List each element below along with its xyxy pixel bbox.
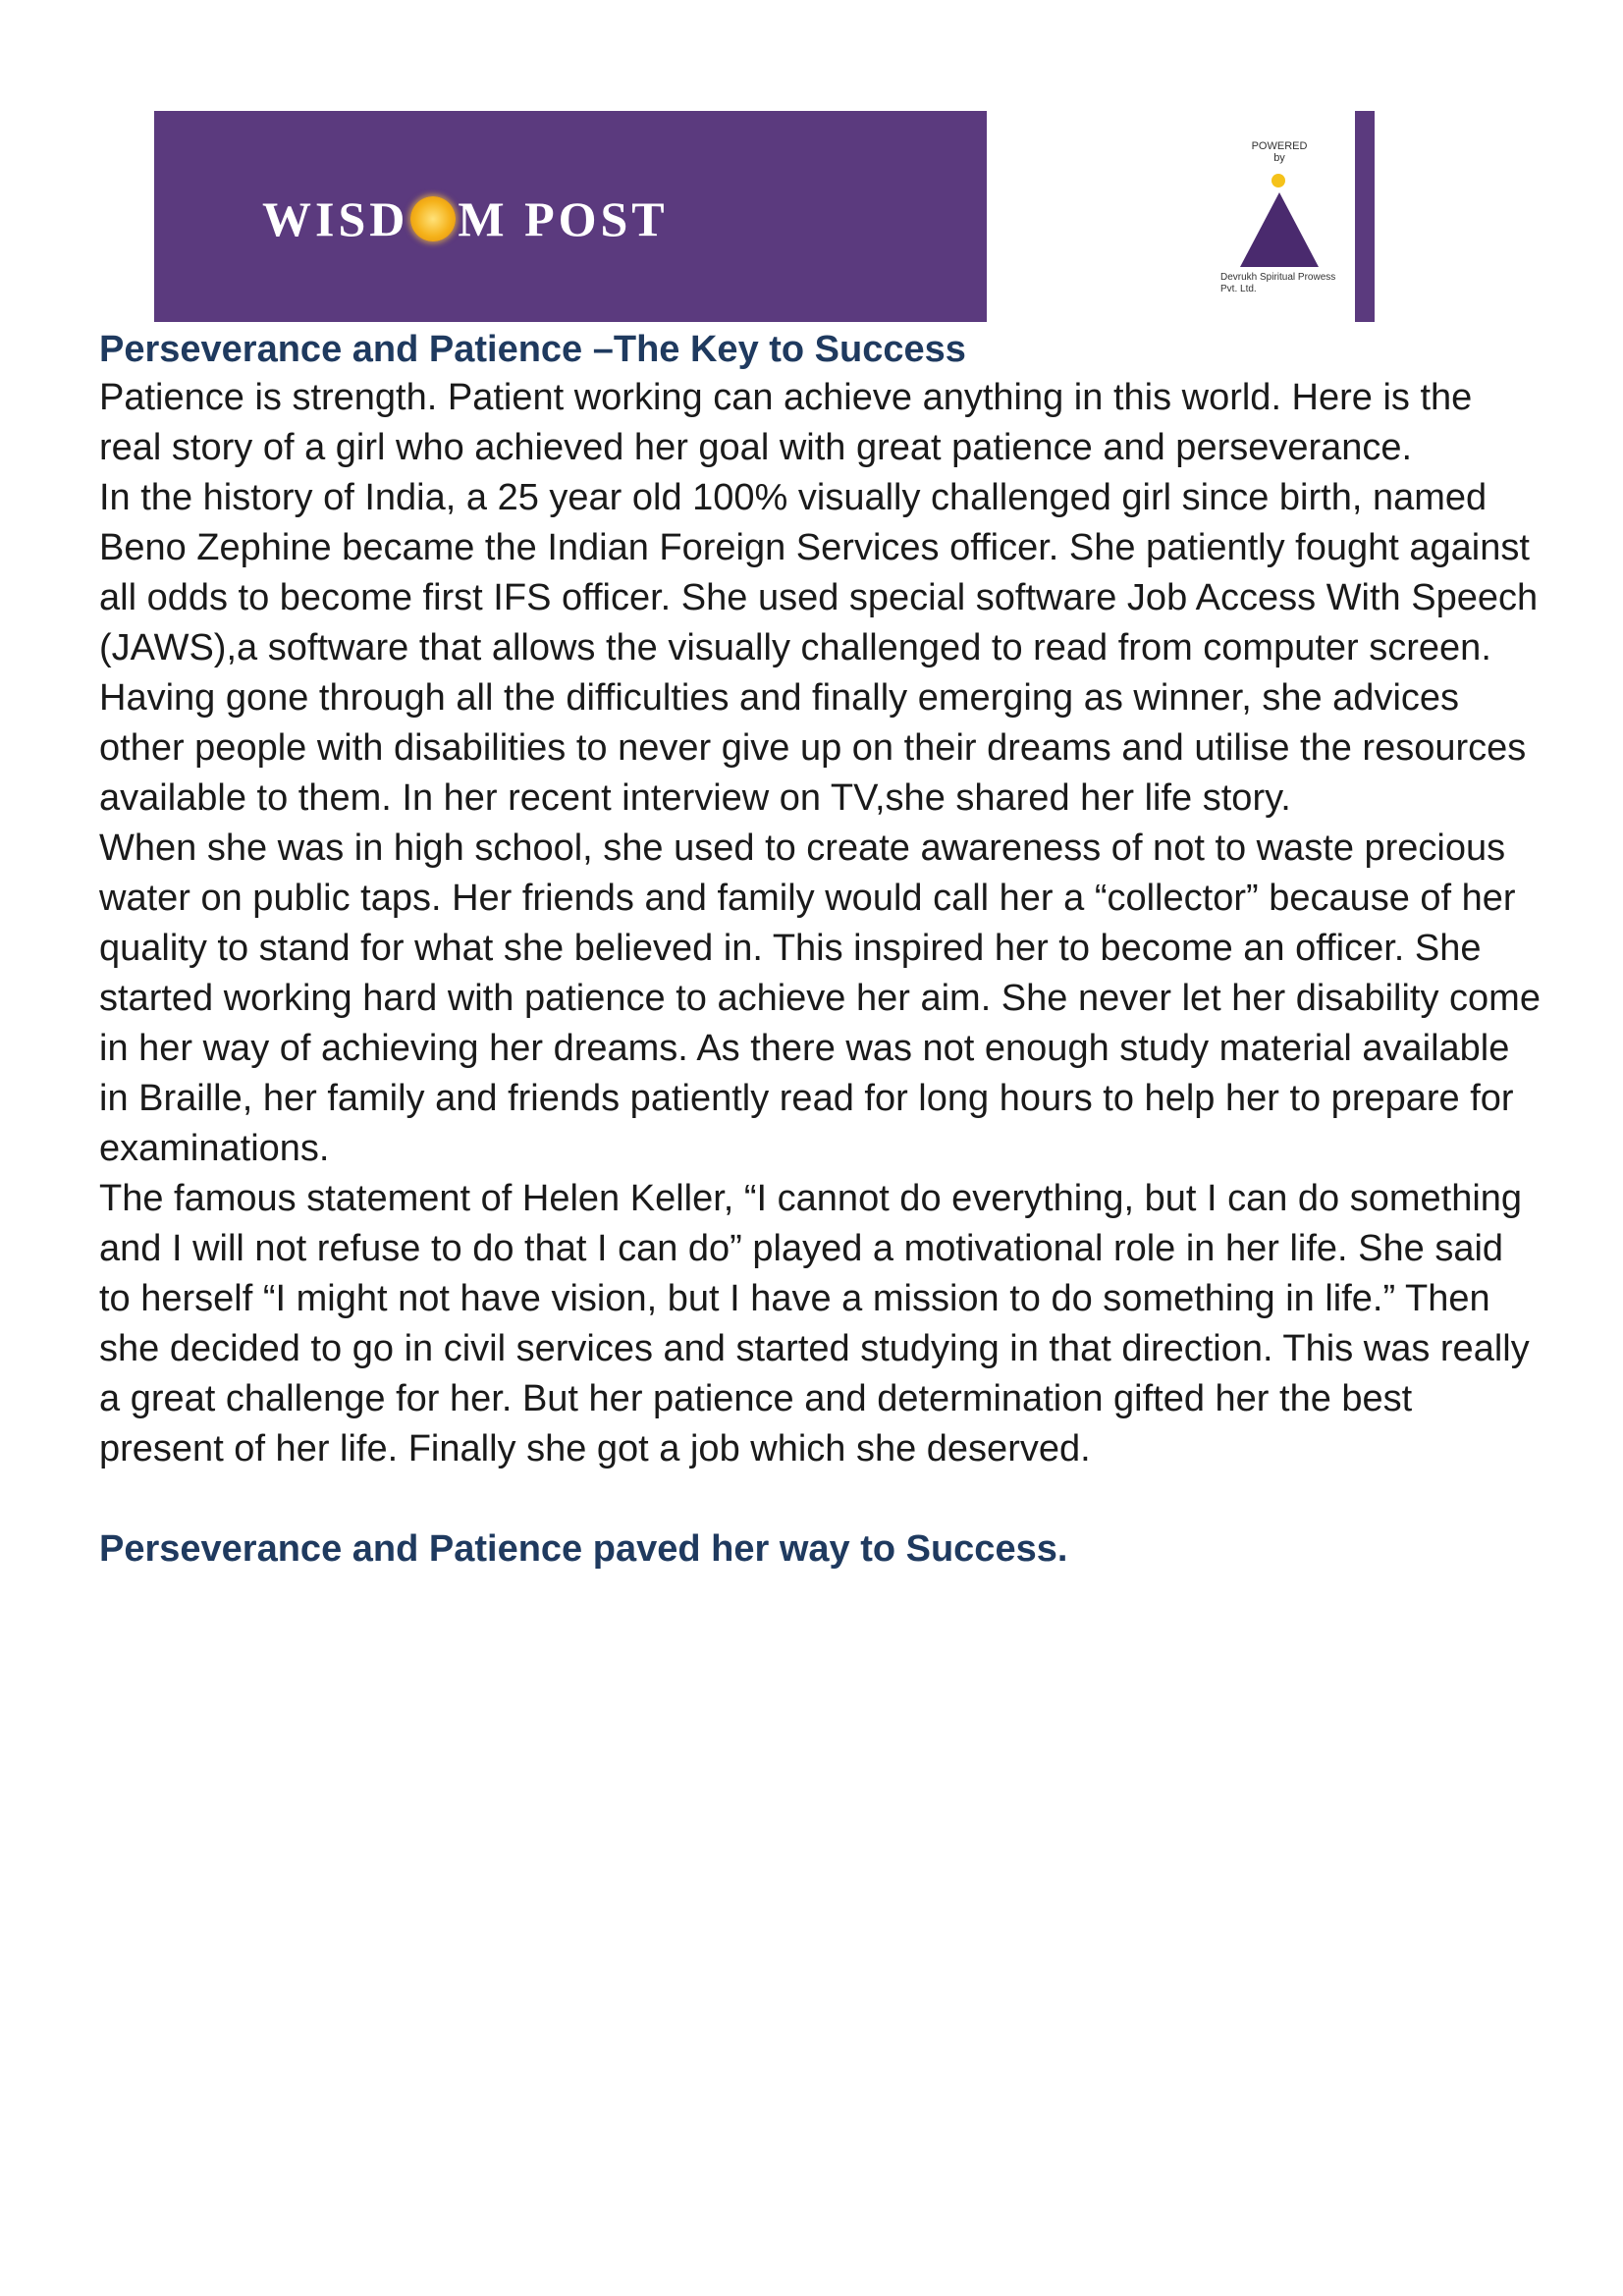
sun-icon xyxy=(410,196,456,241)
paragraph-helen-keller: The famous statement of Helen Keller, “I cannot do everything, but I can do something and I will not refuse to do that I can do” played a motivational role in her life. She said to herself “I might not have vision, but I have a mission to do something in life.” Then she decided to go in civil services and started studying in that direction. This was really a great challenge for her. But her patience and determination gifted her the best present of her life. Finally she got a job which she deserved. xyxy=(99,1178,1530,1469)
pyramid-icon xyxy=(1240,192,1319,267)
paragraph-intro: Patience is strength. Patient working can achieve anything in this world. Here is the real story of a girl who achieved her goal with great patience and perseverance. xyxy=(99,377,1473,468)
article-title: Perseverance and Patience –The Key to Success xyxy=(99,329,966,370)
logo-text-right: M POST xyxy=(458,191,669,246)
closing-statement: Perseverance and Patience paved her way to Success. xyxy=(99,1528,1068,1570)
wisdom-post-logo xyxy=(262,191,669,246)
paragraph-history: In the history of India, a 25 year old 100% visually challenged girl since birth, named Beno Zephine became the Indian Foreign Services officer. She patiently fought against all odds to become first IFS officer. She used special software Job Access With Speech (JAWS),a software that allows the visually challenged to read from computer screen. Having gone through all the difficulties and finally emerging as winner, she advices other people with disabilities to never give up on their dreams and utilise the resources available to them. In her recent interview on TV,she shared her life story. xyxy=(99,477,1539,819)
paragraph-school: When she was in high school, she used to create awareness of not to waste precious water on public taps. Her friends and family would call her a “collector” because of her quality to stand for what she believed in. This inspired her to become an officer. She started working hard with patience to achieve her aim. She never let her disability come in her way of achieving her dreams. As there was not enough study material available in Braille, her family and friends patiently read for long hours to help her to prepare for examinations. xyxy=(99,828,1541,1169)
powered-by-panel xyxy=(987,111,1355,322)
banner-stripe xyxy=(1355,111,1375,322)
article xyxy=(99,326,1542,1575)
header-banner xyxy=(154,111,1375,322)
powered-by-label: POWERED by xyxy=(1251,140,1308,164)
logo-text-left: WISD xyxy=(262,191,409,246)
emblem-dot-icon xyxy=(1271,174,1285,187)
banner-logo-panel xyxy=(154,111,987,322)
company-name: Devrukh Spiritual Prowess Pvt. Ltd. xyxy=(1220,272,1336,294)
